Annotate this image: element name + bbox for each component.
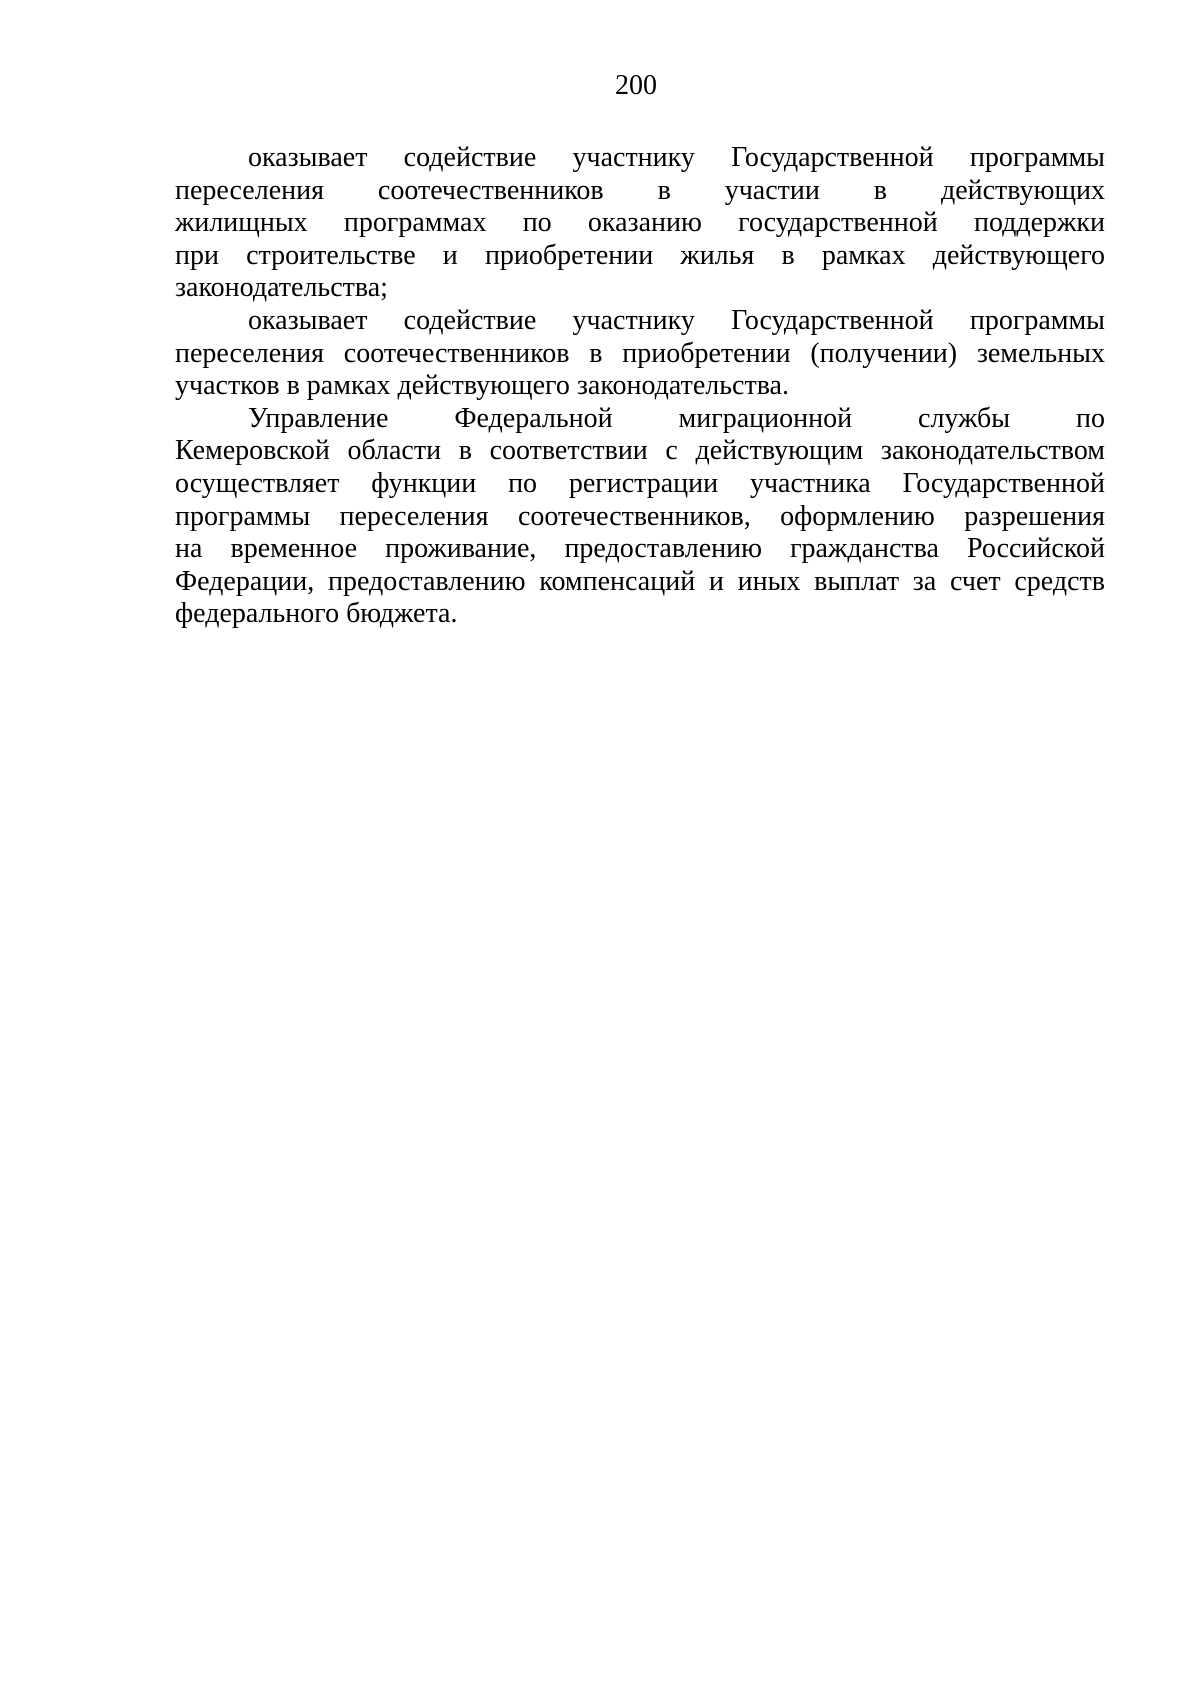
text-line: федерального бюджета.: [175, 598, 458, 630]
text-line: Кемеровской области в соответствии с действующим законодательством: [175, 435, 1105, 467]
text-line: Федерации, предоставлению компенсаций и иных выплат за счет средств: [175, 565, 1105, 597]
text-line: жилищных программах по оказанию государственной поддержки: [175, 207, 1105, 239]
paragraph-land-assistance: [175, 305, 1105, 403]
text-line: на временное проживание, предоставлению гражданства Российской: [175, 533, 1105, 565]
text-line: участков в рамках действующего законодательства.: [175, 370, 789, 402]
document-body: [175, 142, 1105, 631]
page-number: 200: [615, 70, 657, 101]
paragraph-migration-service: [175, 403, 1105, 631]
text-line: при строительстве и приобретении жилья в рамках действующего: [175, 239, 1105, 271]
text-line: оказывает содействие участнику Государственной программы: [248, 142, 1105, 173]
text-line: Управление Федеральной миграционной службы по: [248, 402, 1105, 434]
text-line: осуществляет функции по регистрации участника Государственной: [175, 467, 1105, 499]
text-line: программы переселения соотечественников, оформлению разрешения: [175, 500, 1105, 532]
paragraph-housing-assistance: [175, 142, 1105, 305]
text-line: оказывает содействие участнику Государственной программы: [248, 304, 1105, 336]
text-line: законодательства;: [175, 272, 388, 304]
text-line: переселения соотечественников в участии в действующих: [175, 174, 1105, 206]
text-line: переселения соотечественников в приобретении (получении) земельных: [175, 337, 1105, 369]
